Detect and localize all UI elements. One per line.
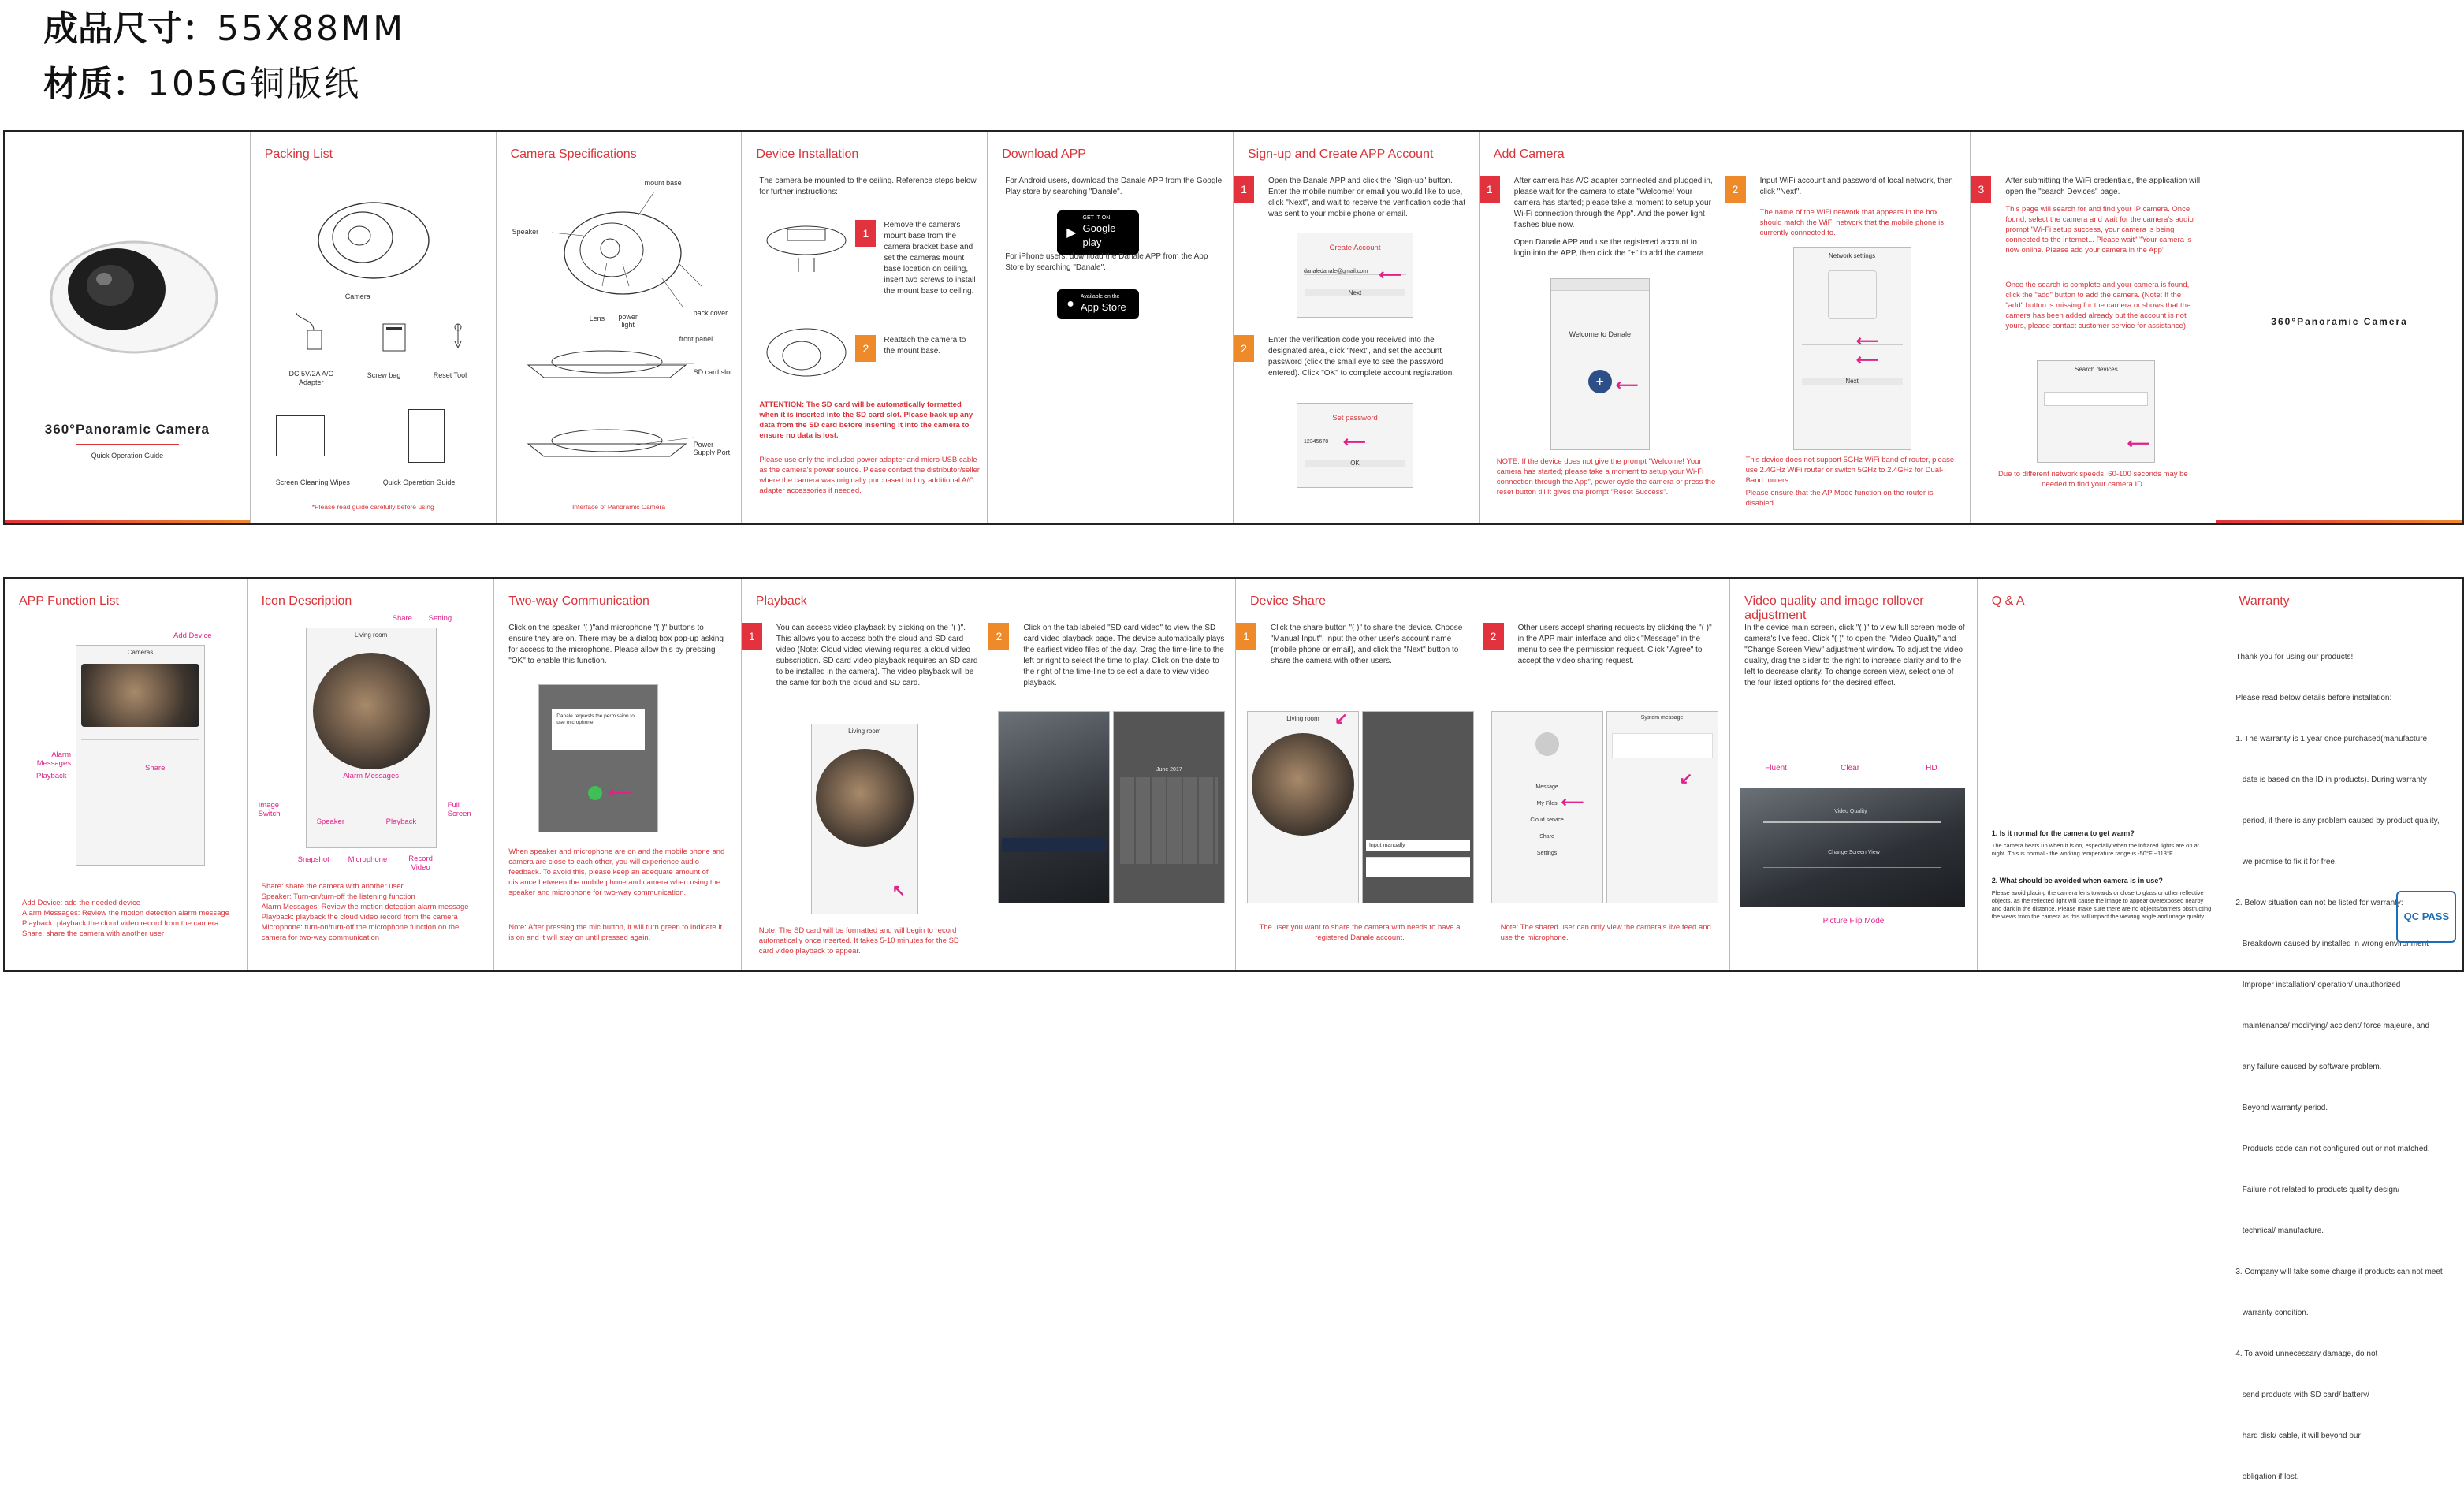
qa-title: Q & A xyxy=(1991,594,2025,608)
callout-microphone: Microphone xyxy=(348,855,388,864)
callout-alarm: Alarm Messages xyxy=(36,750,71,768)
add-plus-button[interactable]: + xyxy=(1588,370,1612,393)
desc-microphone: Microphone: turn-on/turn-off the microphone function on the camera for two-way communication xyxy=(261,923,460,942)
desc-alarm: Alarm Messages: Review the motion detection alarm message xyxy=(22,909,229,918)
outer-sheet xyxy=(3,130,2464,525)
wifi-red-2: This device does not support 5GHz WiFi band of router, please use 2.4GHz WiFi router or switch 5GHz to 2.4GHz for Dual-Band routers. xyxy=(1745,456,1955,485)
menu-item-settings[interactable]: Settings xyxy=(1536,851,1558,856)
appfunc-title: APP Function List xyxy=(19,594,119,608)
warranty-line: period, if there is any problem caused by product quality, xyxy=(2235,817,2440,825)
addcam-note: NOTE: If the device does not give the prompt "Welcome! Your camera has started; please take a moment to setup your Wi-Fi connection through the App", power cycle the camera or press the reset button till it gives the prompt "Reset Success". xyxy=(1496,457,1716,497)
size-label: 成品尺寸： xyxy=(43,9,217,49)
menu-screen xyxy=(1491,711,1603,903)
signup-step-2-badge: 2 xyxy=(1234,335,1254,362)
cameras-screen-title: Cameras xyxy=(127,649,154,656)
download-android: For Android users, download the Danale APP from the Google Play store by searching "Danale". xyxy=(1005,177,1223,196)
warranty-line: Thank you for using our products! xyxy=(2235,653,2354,661)
signup-title: Sign-up and Create APP Account xyxy=(1247,147,1434,161)
share2-panel xyxy=(1483,579,1731,970)
google-play-button[interactable] xyxy=(1057,210,1139,255)
warranty-line: 1. The warranty is 1 year once purchased(manufacture xyxy=(2235,735,2428,743)
signup-step-2: Enter the verification code you received into the designated area, click "Next", and set the account password (click the small eye to see the password entered). Click "OK" to complete account registration. xyxy=(1267,336,1455,378)
reset-tool-icon xyxy=(446,321,470,360)
guide-image xyxy=(408,409,445,463)
playback-step-1: You can access video playback by clicking on the "( )". This allows you to access both the cloud and SD card video (Note: Cloud video viewing requires a cloud video subscription. SD card video playback requires an SD card to be installed in the camera). The video playback will be the same for both the cloud and SD card. xyxy=(776,624,978,687)
network-title: Network settings xyxy=(1829,252,1876,259)
screen2-title: Set password xyxy=(1332,414,1378,423)
wifi-red-1: The name of the WiFi network that appears in the box should match the WiFi network that the mobile phone is currently connected to. xyxy=(1759,208,1944,237)
twoway-red-1: When speaker and microphone are on and the mobile phone and camera are close to each other, you will experience audio feedback. To avoid this, please keep an adequate amount of distance between the mobile phone and camera when using the speaker and microphone for two-way communication. xyxy=(508,847,725,897)
share-red-2: Note: The shared user can only view the camera's live feed and use the microphone. xyxy=(1500,923,1711,942)
warranty-panel xyxy=(2224,579,2462,1481)
permission-screen xyxy=(538,684,658,832)
qa-q1: 1. Is it normal for the camera to get warm? xyxy=(1991,829,2135,837)
view-options[interactable] xyxy=(1763,867,1941,888)
arrow-icon: ⟵ xyxy=(609,784,631,802)
sd-video-screen xyxy=(998,711,1110,903)
qc-pass-stamp xyxy=(2396,891,2456,943)
packing-item-wipes: Screen Cleaning Wipes xyxy=(275,479,350,486)
wifi-ssid-field[interactable] xyxy=(1802,333,1903,350)
warranty-line: any failure caused by software problem. xyxy=(2235,1063,2382,1071)
install-attention: ATTENTION: The SD card will be automatically formatted when it is inserted into the SD card slot. Please back up any data from the SD card before inserting it into the camera to ensure no data is lost. xyxy=(759,400,973,440)
back-panel xyxy=(2216,132,2462,523)
packing-item-reset: Reset Tool xyxy=(433,371,467,379)
material-label: 材质： xyxy=(43,64,147,104)
apple-icon: ● xyxy=(1066,297,1074,311)
sd-timeline[interactable] xyxy=(1002,838,1106,852)
install-panel xyxy=(742,132,988,523)
qa-q2: 2. What should be avoided when camera is in use? xyxy=(1991,877,2163,884)
manual-input-title: Input manually xyxy=(1366,840,1470,851)
label-power-light: power light xyxy=(618,313,638,329)
playback-step-1-badge: 1 xyxy=(742,623,762,650)
addcam-step-1b: Open Danale APP and use the registered account to login into the APP, then click the "+" to add the camera. xyxy=(1513,238,1707,258)
search-devices-screen xyxy=(2037,360,2155,463)
size-heading xyxy=(43,0,405,50)
search-step-3-badge: 3 xyxy=(1971,176,1991,203)
qa-a1: The camera heats up when it is on, especially when the infrared lights are on at night. This is normal - the working temperature range is -50°F ~113°F. xyxy=(1991,842,2199,857)
screen2-input[interactable]: 12345678 xyxy=(1304,439,1406,445)
callout-alarm2: Alarm Messages xyxy=(343,772,399,780)
material-heading xyxy=(43,55,361,106)
addcam-panel xyxy=(1480,132,1725,523)
camera-actions-row xyxy=(81,739,199,751)
warranty-line: date is based on the ID in products). During warranty xyxy=(2235,776,2427,784)
playback-note: Note: The SD card will be formatted and will begin to record automatically once inserted. It takes 5-10 minutes for the SD card video playback to appear. xyxy=(758,926,959,955)
menu-item-share[interactable]: Share xyxy=(1539,834,1554,840)
warranty-line: hard disk/ cable, it will beyond our xyxy=(2235,1432,2361,1440)
gp-big: Google play xyxy=(1082,222,1116,248)
warranty-line: Products code can not configured out or not matched. xyxy=(2235,1145,2430,1153)
specs-panel xyxy=(497,132,743,523)
avatar xyxy=(1535,732,1559,756)
network-settings-screen xyxy=(1793,247,1911,450)
as-small: Available on the xyxy=(1080,294,1120,300)
packing-item-adapter: DC 5V/2A A/C Adapter xyxy=(288,370,334,386)
arrow-icon: ⟵ xyxy=(1561,794,1584,811)
appfunc-panel xyxy=(5,579,248,970)
wifi-red-3: Please ensure that the AP Mode function on the router is disabled. xyxy=(1745,489,1934,508)
wifi-step-2: Input WiFi account and password of local network, then click "Next". xyxy=(1759,177,1953,196)
packing-panel xyxy=(251,132,497,523)
cameras-screen xyxy=(76,645,205,866)
cover-panel xyxy=(5,132,251,523)
screen1-title: Create Account xyxy=(1329,244,1381,252)
signup-step-1: Open the Danale APP and click the "Sign-up" button. Enter the mobile number or email you would like to use, click "Next", and wait to receive the verification code that was sent to your mobile phone or email. xyxy=(1267,177,1465,218)
addcam-step-1-badge: 1 xyxy=(1480,176,1500,203)
warranty-line: Beyond warranty period. xyxy=(2235,1104,2328,1112)
quality-slider[interactable] xyxy=(1763,821,1941,823)
sdcard-panel xyxy=(988,579,1236,970)
packing-item-guide: Quick Operation Guide xyxy=(382,479,456,486)
sd-step-2-badge: 2 xyxy=(988,623,1009,650)
addcam-title: Add Camera xyxy=(1493,147,1565,161)
twoway-text: Click on the speaker "( )"and microphone "( )" buttons to ensure they are on. There may be a dialog box pop-up asking for access to the microphone. Please allow this by pressing "OK" to enable this function. xyxy=(508,624,724,665)
twoway-panel xyxy=(494,579,742,970)
cover-divider xyxy=(76,444,179,445)
inner-sheet xyxy=(3,577,2464,1481)
size-value: 55X88MM xyxy=(217,9,406,49)
share-step-1-badge: 1 xyxy=(1236,623,1256,650)
install-step-2: Reattach the camera to the mount base. xyxy=(884,336,966,356)
callout-add-device: Add Device xyxy=(173,631,212,640)
play-icon: ▶ xyxy=(1066,226,1077,240)
search-title: Search devices xyxy=(2075,366,2118,373)
hand-icon xyxy=(1828,270,1877,319)
calendar-screen xyxy=(1113,711,1225,903)
callout-image-switch: Image Switch xyxy=(258,801,281,818)
cover-subtitle: Quick Operation Guide xyxy=(91,452,164,460)
label-clear: Clear xyxy=(1841,764,1860,773)
arrow-icon: ⟵ xyxy=(1342,434,1366,451)
mic-button[interactable] xyxy=(588,786,602,800)
callout-fullscreen: Full Screen xyxy=(447,801,471,818)
warranty-line: 2. Below situation can not be listed for warranty: xyxy=(2235,899,2403,907)
desc-alarm2: Alarm Messages: Review the motion detection alarm message xyxy=(261,903,469,911)
share-step-2: Other users accept sharing requests by clicking the "( )" in the APP main interface and click "Message" in the menu to see the permission request. Click "Agree" to accept the video sharing request. xyxy=(1517,624,1712,665)
signup-step-1-badge: 1 xyxy=(1234,176,1254,203)
screen2-ok[interactable]: OK xyxy=(1305,460,1405,467)
desc-share: Share: share the camera with another user xyxy=(22,929,165,938)
icondesc-desc xyxy=(262,881,482,943)
callout-snapshot: Snapshot xyxy=(297,855,329,864)
label-front-panel: front panel xyxy=(679,335,713,343)
qa-a2: Please avoid placing the camera lens towards or close to glass or other reflective objects, as the reflected light will cause the image to appear overexposed nearby and dark in the distance. Please make sure there are no objects/barriers obstructing the views from the camera as this will impact the viewing angle and image quality. xyxy=(1991,889,2212,920)
calendar-title: June 2017 xyxy=(1156,767,1182,773)
wipes-image xyxy=(276,415,325,456)
network-next[interactable]: Next xyxy=(1802,378,1903,385)
warranty-line: warranty condition. xyxy=(2235,1309,2309,1317)
manual-input-screen xyxy=(1362,711,1474,903)
desc-speaker: Speaker: Turn-on/turn-off the listening function xyxy=(261,892,415,901)
callout-share: Share xyxy=(145,764,166,773)
install-intro: The camera be mounted to the ceiling. Reference steps below for further instructions: xyxy=(759,177,977,196)
search-note: Due to different network speeds, 60-100 seconds may be needed to find your camera ID. xyxy=(1998,470,2188,489)
share-feed xyxy=(1252,733,1354,836)
warranty-lines xyxy=(2235,623,2456,1512)
cover-stripe xyxy=(5,520,250,523)
system-message-screen xyxy=(1606,711,1718,903)
warranty-line: Failure not related to products quality design/ xyxy=(2235,1186,2400,1194)
living-room-screen xyxy=(306,628,437,848)
screen1-input[interactable]: danaledanale@gmail.com xyxy=(1304,269,1406,275)
callout-playback2: Playback xyxy=(385,817,417,826)
share-request-row[interactable] xyxy=(1612,733,1713,758)
specs-caption: Interface of Panoramic Camera xyxy=(571,503,666,511)
arrow-icon: ⟵ xyxy=(1855,352,1879,369)
install-step-1: Remove the camera's mount base from the camera bracket base and set the cameras mount base location on ceiling, insert two screws to install the mount base to ceiling. xyxy=(884,221,976,296)
label-power-port: Power Supply Port xyxy=(693,441,731,456)
quality-text: In the device main screen, click "( )" to view full screen mode of camera's live feed. Click "( )" to open the "Video Quality" and "Change Screen View" adjustment window. To adjust the video quality, drag the slider to the right to increase clarity and to the left to decrease clarity. To change screen view, select one of the four listed options for the desired effect. xyxy=(1744,624,1965,687)
playback-screen xyxy=(811,724,918,914)
packing-title: Packing List xyxy=(264,147,333,161)
playback-title: Playback xyxy=(755,594,807,608)
menu-item-files[interactable]: My Files xyxy=(1536,801,1558,806)
install-note: Please use only the included power adapter and micro USB cable as the camera's power source. Please contact the distributor/seller where the camera was originally purchased to buy additional A/C adapter accessories if needed. xyxy=(759,456,980,495)
cover-title: 360°Panoramic Camera xyxy=(44,422,210,437)
warranty-line: send products with SD card/ battery/ xyxy=(2235,1391,2369,1399)
share-step-1: Click the share button "( )" to share the device. Choose "Manual Input", input the other user's account name (mobile phone or email), and click the "Next" button to share the camera with other users. xyxy=(1270,624,1463,665)
quality-caption: Picture Flip Mode xyxy=(1822,917,1885,925)
camera-thumbnail[interactable] xyxy=(81,664,199,727)
playback-feed xyxy=(816,749,914,847)
packing-item-screw: Screw bag xyxy=(367,371,401,379)
download-iphone: For iPhone users, download the Danale APP from the App Store by searching "Danale". xyxy=(1005,252,1208,272)
label-back-cover: back cover xyxy=(693,309,728,317)
desc-playback2: Playback: playback the cloud video record from the camera xyxy=(261,913,458,922)
callout-playback: Playback xyxy=(36,772,67,780)
specs-title: Camera Specifications xyxy=(510,147,637,161)
as-big: App Store xyxy=(1080,301,1126,313)
arrow-icon: ↖ xyxy=(891,882,906,899)
share-living-room-screen xyxy=(1247,711,1359,903)
share-title: Device Share xyxy=(1249,594,1327,608)
callout-speaker: Speaker xyxy=(316,817,344,826)
quality-screen xyxy=(1740,788,1965,907)
warranty-line: maintenance/ modifying/ accident/ force majeure, and xyxy=(2235,1022,2430,1030)
share-red-1: The user you want to share the camera with needs to have a registered Danale account. xyxy=(1259,923,1461,942)
share-screen-title: Living room xyxy=(1286,715,1319,722)
living-room-feed xyxy=(313,653,430,769)
packing-note: *Please read guide carefully before using xyxy=(311,503,434,511)
download-panel xyxy=(988,132,1234,523)
system-message-title: System message xyxy=(1640,715,1684,721)
living-room-title: Living room xyxy=(354,631,388,639)
label-mount-base: mount base xyxy=(644,179,682,187)
mount-diagram xyxy=(759,217,854,280)
change-view-label: Change Screen View xyxy=(1828,850,1880,855)
qc-pass-text: QC PASS xyxy=(2403,911,2450,922)
quality-panel xyxy=(1730,579,1978,970)
desc-share2: Share: share the camera with another user xyxy=(261,882,404,891)
calendar-grid[interactable] xyxy=(1120,777,1218,864)
warranty-line: 4. To avoid unnecessary damage, do not xyxy=(2235,1350,2378,1358)
screw-bag-icon xyxy=(378,321,410,356)
search-red-2: Once the search is complete and your camera is found, click the "add" button to add the camera. (Note: If the "add" button is missing for the camera or shows that the camera has been added already but the account is not yours, please contact customer service for assistance). xyxy=(2005,281,2191,330)
step-1-badge: 1 xyxy=(855,220,876,247)
label-fluent: Fluent xyxy=(1765,764,1787,773)
playback-screen-title: Living room xyxy=(848,728,881,735)
share-panel xyxy=(1236,579,1483,970)
arrow-icon: ⟵ xyxy=(2127,435,2150,452)
signup-panel xyxy=(1234,132,1480,523)
manual-input-field[interactable] xyxy=(1366,857,1470,877)
specs-diagram xyxy=(504,176,725,475)
icondesc-title: Icon Description xyxy=(261,594,352,608)
set-password-screen xyxy=(1297,403,1413,488)
arrow-icon: ↙ xyxy=(1679,770,1693,788)
arrow-icon: ↙ xyxy=(1334,710,1348,728)
label-lens: Lens xyxy=(589,315,605,322)
install-title: Device Installation xyxy=(756,147,859,161)
video-quality-label: Video Quality xyxy=(1834,809,1867,814)
label-speaker: Speaker xyxy=(512,228,539,236)
permission-text: Danale requests the permission to use microphone xyxy=(556,713,635,725)
quality-title: Video quality and image rollover adjustment xyxy=(1744,594,1924,622)
callout-share2: Share xyxy=(392,614,412,623)
camera-image xyxy=(46,222,227,356)
step-2-badge: 2 xyxy=(855,335,876,362)
found-device-row[interactable] xyxy=(2044,392,2148,406)
label-sd-slot: SD card slot xyxy=(693,368,732,376)
warranty-line: Breakdown caused by installed in wrong environment xyxy=(2235,940,2429,948)
callout-record: Record Video xyxy=(408,855,433,872)
wifi-password-field[interactable] xyxy=(1802,352,1903,363)
download-title: Download APP xyxy=(1002,147,1086,161)
gp-small: GET IT ON xyxy=(1082,215,1111,221)
search-red-1: This page will search for and find your IP camera. Once found, select the camera and wait for the camera's audio prompt "Wi-Fi setup success, your camera is being connected to the internet... Please wait" "Your camera is now online. Please add your camera in the App" xyxy=(2005,205,2194,255)
menu-item-cloud[interactable]: Cloud service xyxy=(1530,817,1564,823)
share-step-2-badge: 2 xyxy=(1483,623,1504,650)
camera-illustration xyxy=(311,193,437,288)
mounted-camera-diagram xyxy=(759,321,854,384)
warranty-line: technical/ manufacture. xyxy=(2235,1227,2324,1235)
permission-dialog xyxy=(552,709,645,750)
screen1-next[interactable]: Next xyxy=(1305,289,1405,296)
arrow-icon: ⟵ xyxy=(1379,266,1401,284)
arrow-icon: ⟵ xyxy=(1615,377,1639,394)
twoway-title: Two-way Communication xyxy=(508,594,649,608)
wifi-panel xyxy=(1725,132,1971,523)
arrow-icon: ⟵ xyxy=(1855,333,1879,350)
icondesc-panel xyxy=(248,579,495,970)
back-title: 360°Panoramic Camera xyxy=(2271,316,2408,327)
warranty-line: Please read below details before installation: xyxy=(2235,694,2392,702)
warranty-title: Warranty xyxy=(2239,594,2290,608)
qa-panel xyxy=(1978,579,2225,970)
sd-step-2: Click on the tab labeled "SD card video" to view the SD card video playback page. The device automatically plays the earliest video files of the day. Drag the time-line to the left or right to select the time to play. Click on the date to the right of the time-line to select a date to view video playback. xyxy=(1023,624,1225,687)
desc-add: Add Device: add the needed device xyxy=(22,899,140,907)
warranty-line: obligation if lost. xyxy=(2235,1473,2299,1481)
welcome-title: Welcome to Danale xyxy=(1569,330,1631,338)
wifi-step-2-badge: 2 xyxy=(1725,176,1746,203)
warranty-line: we promise to fix it for free. xyxy=(2235,858,2337,866)
search-panel xyxy=(1971,132,2216,523)
desc-playback: Playback: playback the cloud video record from the camera xyxy=(22,919,219,928)
warranty-line: Improper installation/ operation/ unauthorized xyxy=(2235,981,2401,989)
addcam-step-1: After camera has A/C adapter connected and plugged in, please wait for the camera to state "Welcome! Your camera has started; please take a moment to setup your Wi-Fi connection through the App". And the power light flashes blue now. xyxy=(1513,177,1713,229)
twoway-red-2: Note: After pressing the mic button, it will turn green to indicate it is on and it will stay on until pressed again. xyxy=(508,923,723,942)
create-account-screen xyxy=(1297,233,1413,318)
search-step-3: After submitting the WiFi credentials, the application will open the "search Devices" page. xyxy=(2005,177,2201,196)
playback-panel xyxy=(742,579,989,970)
menu-item-message[interactable]: Message xyxy=(1535,784,1558,790)
welcome-screen xyxy=(1550,278,1650,450)
appfunc-desc xyxy=(22,898,235,939)
callout-setting: Setting xyxy=(428,614,452,623)
app-store-button[interactable] xyxy=(1057,289,1139,319)
warranty-line: 3. Company will take some charge if products can not meet xyxy=(2235,1268,2443,1276)
packing-item-camera: Camera xyxy=(344,292,370,300)
back-stripe xyxy=(2216,520,2462,523)
label-hd: HD xyxy=(1926,764,1937,773)
adapter-icon xyxy=(290,311,337,359)
material-value: 105G铜版纸 xyxy=(147,64,362,104)
